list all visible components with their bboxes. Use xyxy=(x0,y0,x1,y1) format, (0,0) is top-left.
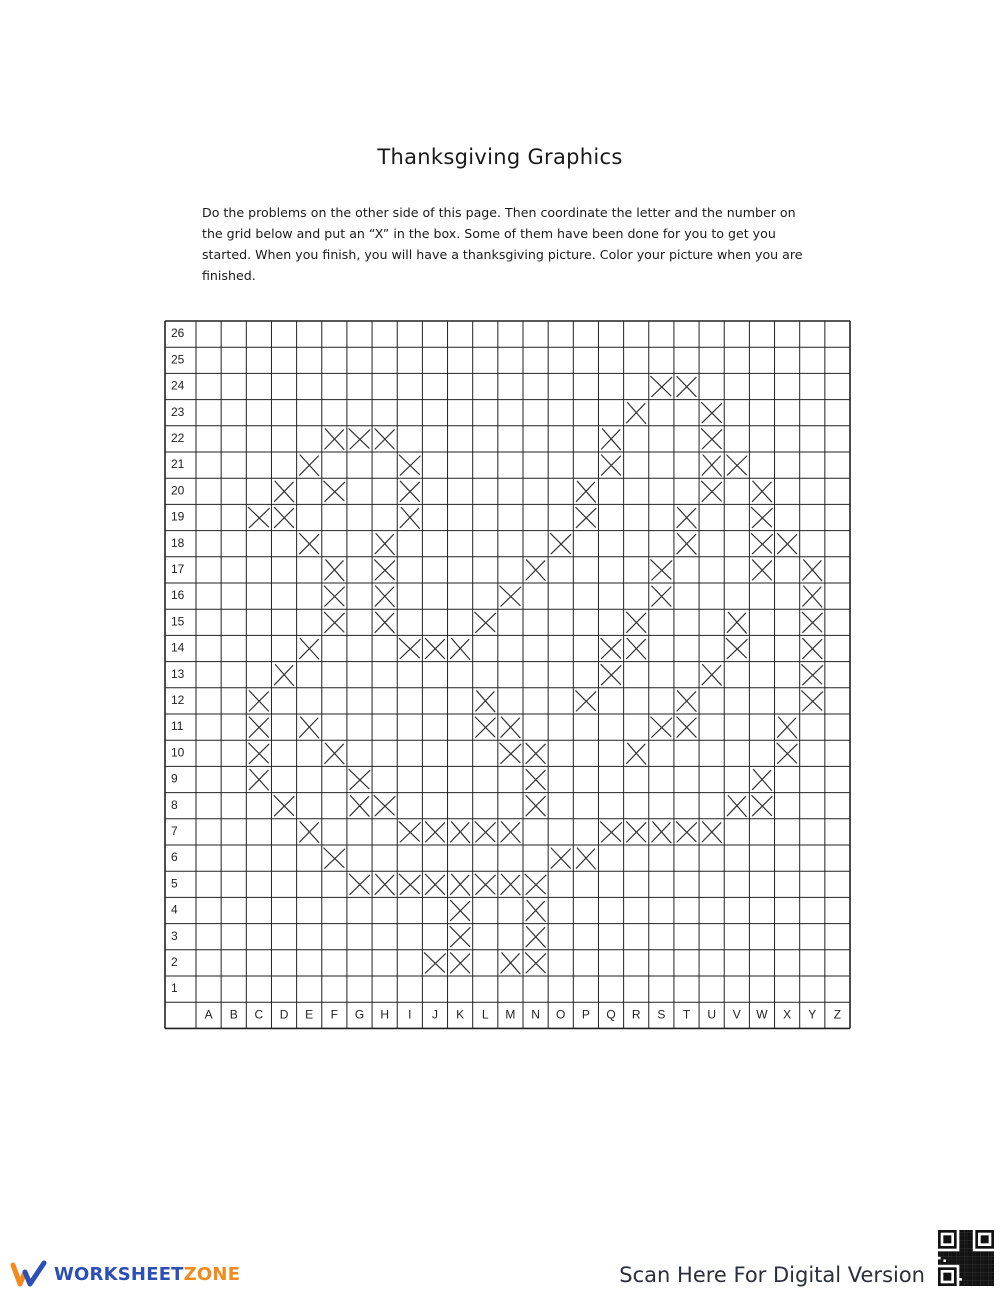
x-mark-U23[interactable] xyxy=(702,403,722,423)
logo-word-worksheet: WORKSHEET xyxy=(54,1263,184,1285)
x-mark-M2[interactable] xyxy=(501,953,520,974)
x-mark-S11[interactable] xyxy=(651,717,672,737)
scan-label: Scan Here For Digital Version xyxy=(619,1263,925,1287)
x-mark-J7[interactable] xyxy=(425,822,444,842)
x-mark-E18[interactable] xyxy=(300,534,319,554)
x-mark-D20[interactable] xyxy=(274,481,293,502)
row-label: 18 xyxy=(171,535,185,550)
logo-word-zone: ZONE xyxy=(183,1263,241,1285)
row-label: 8 xyxy=(171,797,178,812)
x-mark-U22[interactable] xyxy=(702,429,722,449)
x-mark-K5[interactable] xyxy=(451,874,470,895)
row-label: 13 xyxy=(171,666,185,681)
x-mark-O6[interactable] xyxy=(551,848,570,868)
x-mark-K3[interactable] xyxy=(450,927,470,947)
x-mark-C11[interactable] xyxy=(249,717,268,737)
x-mark-Q22[interactable] xyxy=(601,429,620,450)
x-mark-W19[interactable] xyxy=(751,507,772,527)
x-mark-Y17[interactable] xyxy=(803,560,822,581)
row-label: 21 xyxy=(171,457,185,472)
x-mark-H18[interactable] xyxy=(375,534,394,555)
row-label: 11 xyxy=(171,719,184,734)
row-label: 26 xyxy=(171,326,185,341)
row-label: 7 xyxy=(171,824,178,839)
x-mark-T18[interactable] xyxy=(677,534,696,555)
x-mark-Y16[interactable] xyxy=(803,586,822,607)
x-mark-E7[interactable] xyxy=(300,822,319,843)
column-label: M xyxy=(505,1007,516,1022)
row-label: 14 xyxy=(171,640,185,655)
x-mark-T11[interactable] xyxy=(677,717,696,737)
x-mark-L11[interactable] xyxy=(475,717,495,737)
x-mark-C19[interactable] xyxy=(248,507,269,527)
x-mark-E11[interactable] xyxy=(300,717,319,738)
x-mark-P12[interactable] xyxy=(576,691,596,711)
column-label: S xyxy=(657,1007,666,1022)
column-label: X xyxy=(783,1007,792,1022)
x-mark-V21[interactable] xyxy=(727,455,747,475)
column-label: H xyxy=(380,1007,389,1022)
x-mark-C9[interactable] xyxy=(249,769,268,790)
x-mark-K2[interactable] xyxy=(451,953,470,973)
x-mark-O18[interactable] xyxy=(551,534,571,554)
x-mark-X18[interactable] xyxy=(778,534,797,554)
x-mark-J5[interactable] xyxy=(425,874,444,894)
row-label: 6 xyxy=(171,850,178,865)
x-mark-S16[interactable] xyxy=(652,586,671,606)
x-mark-N2[interactable] xyxy=(526,953,546,973)
x-mark-E14[interactable] xyxy=(300,638,319,659)
x-mark-H16[interactable] xyxy=(375,586,394,607)
x-mark-L5[interactable] xyxy=(475,874,495,894)
x-mark-V8[interactable] xyxy=(727,796,746,817)
x-mark-F6[interactable] xyxy=(324,848,345,868)
x-mark-Y14[interactable] xyxy=(803,638,822,658)
x-mark-G8[interactable] xyxy=(350,796,369,817)
column-label: E xyxy=(305,1007,314,1022)
x-mark-U20[interactable] xyxy=(702,481,722,501)
x-mark-T12[interactable] xyxy=(677,691,696,712)
x-mark-L12[interactable] xyxy=(476,691,495,712)
column-label: D xyxy=(279,1007,289,1022)
x-mark-X10[interactable] xyxy=(777,743,797,763)
x-mark-R14[interactable] xyxy=(627,638,646,659)
x-mark-G5[interactable] xyxy=(349,874,369,894)
x-mark-F20[interactable] xyxy=(324,481,345,501)
x-mark-E21[interactable] xyxy=(300,455,319,476)
x-mark-C12[interactable] xyxy=(249,691,268,711)
x-mark-K4[interactable] xyxy=(451,900,470,920)
x-mark-J14[interactable] xyxy=(425,638,444,658)
column-label: G xyxy=(354,1007,365,1022)
x-mark-V14[interactable] xyxy=(726,638,747,658)
row-label: 2 xyxy=(171,955,178,970)
x-mark-N17[interactable] xyxy=(526,560,545,581)
row-label: 19 xyxy=(171,509,185,524)
x-mark-H15[interactable] xyxy=(375,612,394,633)
x-mark-H8[interactable] xyxy=(374,796,395,816)
column-label: R xyxy=(631,1007,641,1022)
row-label: 23 xyxy=(171,404,185,419)
x-mark-R23[interactable] xyxy=(627,403,646,424)
row-label: 22 xyxy=(171,431,185,446)
column-label: U xyxy=(707,1007,716,1022)
worksheet-instructions: Do the problems on the other side of this page. Then coordinate the letter and the number on the grid below and put an “X” in the box. Some of them have been done for you to get you started. When you finish, you will have a thanksgiving picture. Color your picture when you are finished. xyxy=(202,205,803,283)
column-label: O xyxy=(556,1007,566,1022)
column-label: J xyxy=(431,1007,438,1022)
x-mark-Y12[interactable] xyxy=(802,691,823,711)
x-mark-M16[interactable] xyxy=(500,586,521,606)
x-mark-K14[interactable] xyxy=(451,638,470,659)
x-mark-N5[interactable] xyxy=(525,874,546,894)
logo-wordmark xyxy=(54,1264,240,1285)
x-mark-Y13[interactable] xyxy=(802,665,823,685)
row-label: 25 xyxy=(171,352,185,367)
x-mark-V15[interactable] xyxy=(727,612,746,633)
x-mark-Q13[interactable] xyxy=(601,665,621,685)
x-mark-R10[interactable] xyxy=(627,743,646,764)
column-label: I xyxy=(408,1007,412,1022)
x-mark-N10[interactable] xyxy=(526,743,545,763)
column-label: W xyxy=(756,1007,768,1022)
x-mark-L15[interactable] xyxy=(475,612,496,632)
x-mark-C10[interactable] xyxy=(249,743,269,763)
row-label: 10 xyxy=(171,745,185,760)
x-mark-N9[interactable] xyxy=(526,769,545,789)
row-label: 3 xyxy=(171,928,178,943)
x-mark-P6[interactable] xyxy=(576,848,595,869)
x-mark-I14[interactable] xyxy=(399,638,420,658)
x-mark-P19[interactable] xyxy=(576,507,596,527)
x-mark-M7[interactable] xyxy=(501,822,520,843)
x-mark-U21[interactable] xyxy=(702,455,721,476)
column-label: Y xyxy=(808,1007,817,1022)
column-label: B xyxy=(229,1007,238,1022)
row-label: 4 xyxy=(171,902,178,917)
x-mark-I20[interactable] xyxy=(400,481,419,501)
x-mark-R15[interactable] xyxy=(627,612,646,632)
x-mark-W9[interactable] xyxy=(752,769,771,790)
x-mark-J2[interactable] xyxy=(424,953,445,973)
x-mark-W8[interactable] xyxy=(752,796,772,816)
column-label: K xyxy=(456,1007,465,1022)
x-mark-Q7[interactable] xyxy=(600,822,621,842)
column-label: N xyxy=(531,1007,540,1022)
column-label: Q xyxy=(606,1007,616,1022)
x-mark-I19[interactable] xyxy=(400,507,419,528)
x-mark-F10[interactable] xyxy=(325,743,344,764)
x-mark-H5[interactable] xyxy=(375,874,394,895)
x-mark-W17[interactable] xyxy=(752,560,771,580)
row-label: 17 xyxy=(171,562,185,577)
x-mark-P20[interactable] xyxy=(576,481,595,502)
row-label: 12 xyxy=(171,693,185,708)
x-mark-H22[interactable] xyxy=(375,429,394,449)
x-mark-Q21[interactable] xyxy=(601,455,620,475)
x-mark-R7[interactable] xyxy=(627,822,646,842)
x-mark-I7[interactable] xyxy=(399,822,420,842)
column-label: P xyxy=(581,1007,590,1022)
x-mark-S24[interactable] xyxy=(651,376,672,396)
row-label: 24 xyxy=(171,378,185,393)
x-mark-S7[interactable] xyxy=(652,822,671,843)
x-mark-F17[interactable] xyxy=(325,560,344,581)
x-mark-D19[interactable] xyxy=(274,507,293,527)
x-mark-N3[interactable] xyxy=(526,927,545,948)
x-mark-X11[interactable] xyxy=(778,717,797,738)
column-label: C xyxy=(254,1007,264,1022)
worksheetzone-logo-icon xyxy=(10,1259,48,1289)
x-mark-D13[interactable] xyxy=(274,665,293,686)
column-label: L xyxy=(481,1007,489,1022)
x-mark-N8[interactable] xyxy=(526,796,545,816)
worksheet-title: Thanksgiving Graphics xyxy=(377,145,623,169)
x-mark-G9[interactable] xyxy=(349,769,370,789)
x-mark-W18[interactable] xyxy=(751,534,772,554)
column-label: T xyxy=(682,1007,691,1022)
x-mark-L7[interactable] xyxy=(475,822,495,842)
x-mark-F16[interactable] xyxy=(324,586,344,606)
row-label: 16 xyxy=(171,588,185,603)
row-label: 1 xyxy=(171,981,178,996)
x-mark-Y15[interactable] xyxy=(802,612,822,632)
column-label: A xyxy=(204,1007,213,1022)
row-label: 5 xyxy=(171,876,178,891)
x-mark-Q14[interactable] xyxy=(601,638,621,658)
x-mark-W20[interactable] xyxy=(752,481,771,502)
x-mark-H17[interactable] xyxy=(375,560,395,580)
x-mark-G22[interactable] xyxy=(349,429,370,449)
x-mark-T19[interactable] xyxy=(677,507,696,528)
x-mark-I5[interactable] xyxy=(399,874,420,894)
x-mark-D8[interactable] xyxy=(274,796,294,816)
x-mark-U13[interactable] xyxy=(702,665,721,686)
column-label: V xyxy=(732,1007,741,1022)
x-mark-M11[interactable] xyxy=(501,717,520,738)
qr-code-icon[interactable] xyxy=(938,1230,994,1286)
row-label: 9 xyxy=(171,771,178,786)
x-mark-F15[interactable] xyxy=(324,612,344,632)
row-label: 15 xyxy=(171,614,185,629)
row-label: 20 xyxy=(171,483,185,498)
x-mark-K7[interactable] xyxy=(451,822,470,843)
x-mark-U7[interactable] xyxy=(702,822,721,843)
worksheetzone-logo[interactable] xyxy=(10,1258,240,1290)
x-mark-N4[interactable] xyxy=(526,900,545,921)
x-mark-S17[interactable] xyxy=(651,560,672,580)
x-mark-M10[interactable] xyxy=(500,743,521,763)
column-label: F xyxy=(330,1007,339,1022)
x-mark-F22[interactable] xyxy=(325,429,344,450)
x-mark-M5[interactable] xyxy=(501,874,520,895)
x-mark-I21[interactable] xyxy=(399,455,420,475)
x-mark-T7[interactable] xyxy=(676,822,696,842)
column-label: Z xyxy=(833,1007,842,1022)
x-mark-T24[interactable] xyxy=(677,376,696,396)
